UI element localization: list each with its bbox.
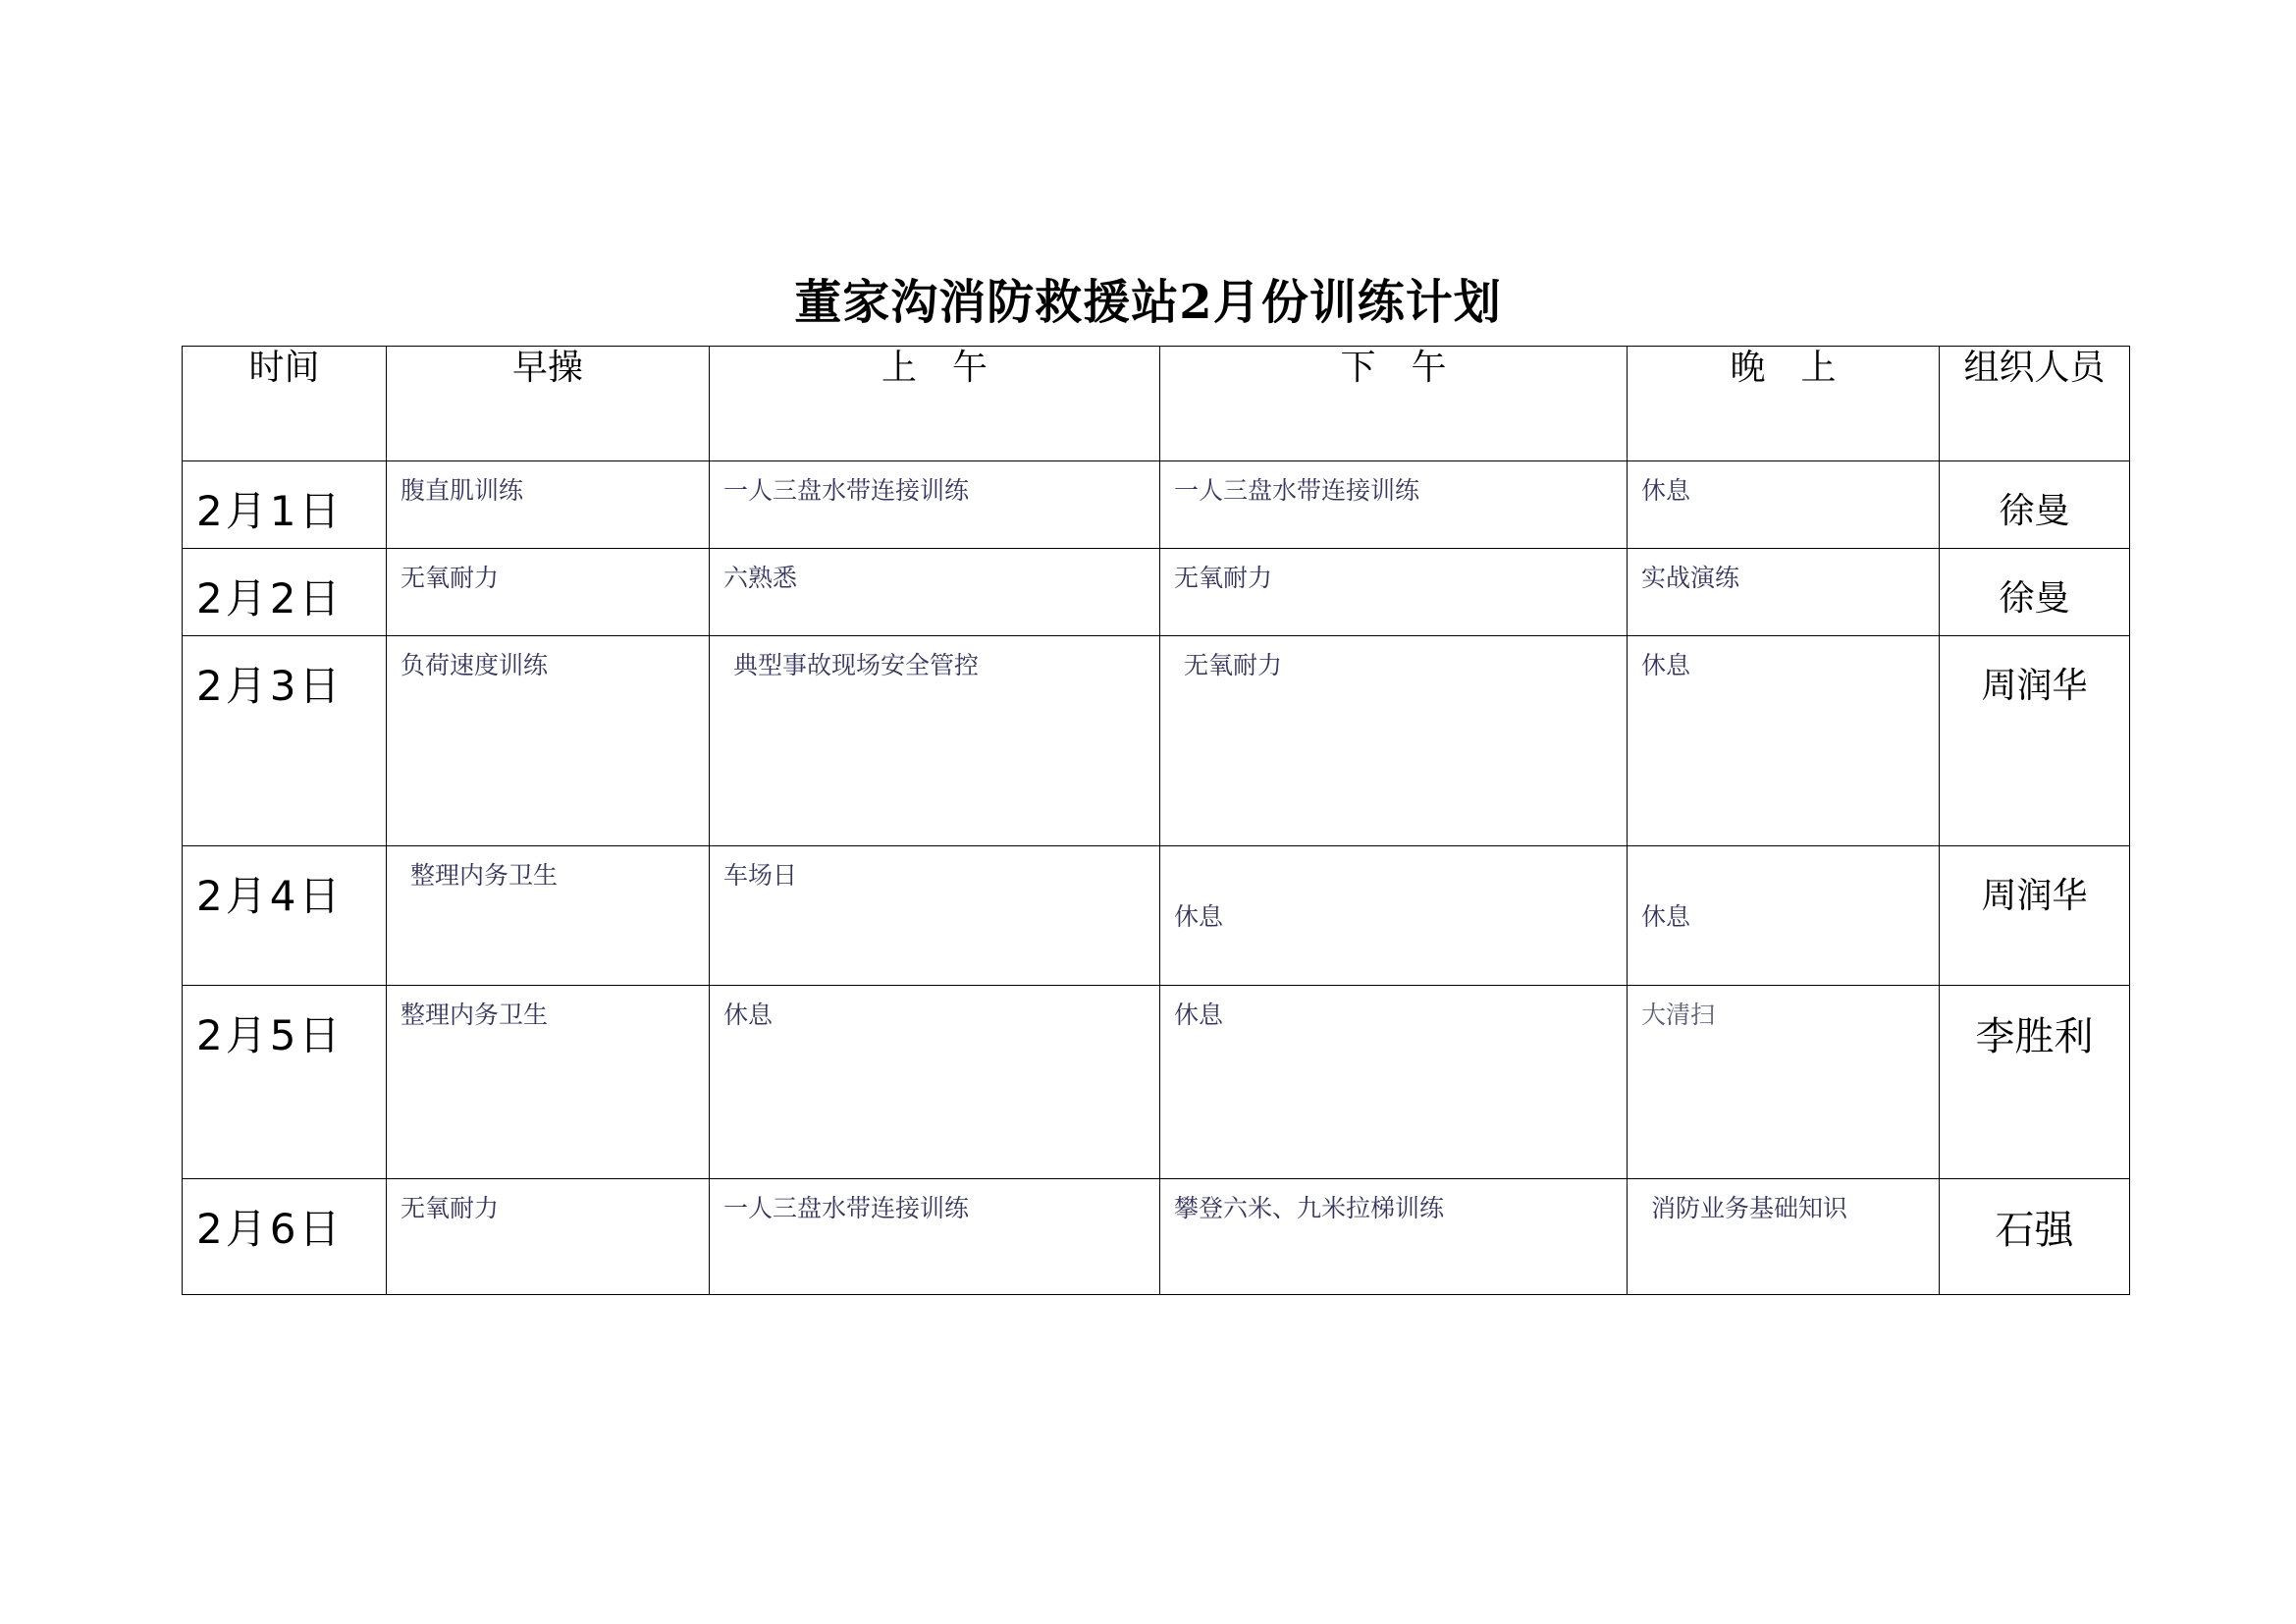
organizer-cell: 徐曼	[1940, 461, 2130, 549]
afternoon-cell: 休息	[1160, 986, 1628, 1179]
morning-cell: 一人三盘水带连接训练	[710, 461, 1160, 549]
afternoon-cell: 无氧耐力	[1160, 549, 1628, 636]
morning-exercise-cell: 整理内务卫生	[387, 846, 710, 986]
date-cell: 2月1日	[183, 461, 387, 549]
morning-cell: 一人三盘水带连接训练	[710, 1179, 1160, 1295]
header-afternoon: 下 午	[1160, 347, 1628, 461]
table-row	[183, 846, 2130, 986]
evening-cell: 消防业务基础知识	[1628, 1179, 1940, 1295]
afternoon-cell: 一人三盘水带连接训练	[1160, 461, 1628, 549]
header-organizer: 组织人员	[1940, 347, 2130, 461]
date-cell: 2月3日	[183, 636, 387, 846]
page-title: 董家沟消防救援站2月份训练计划	[794, 275, 1502, 330]
organizer-cell: 徐曼	[1940, 549, 2130, 636]
training-plan-table	[182, 346, 2130, 1295]
table-row	[183, 636, 2130, 846]
table-row	[183, 549, 2130, 636]
evening-cell: 休息	[1628, 461, 1940, 549]
organizer-cell: 周润华	[1940, 846, 2130, 986]
morning-exercise-cell: 无氧耐力	[387, 1179, 710, 1295]
table-header-row	[183, 347, 2130, 461]
afternoon-cell: 无氧耐力	[1160, 636, 1628, 846]
afternoon-cell: 休息	[1160, 846, 1628, 986]
morning-exercise-cell: 无氧耐力	[387, 549, 710, 636]
organizer-cell: 周润华	[1940, 636, 2130, 846]
date-cell: 2月6日	[183, 1179, 387, 1295]
morning-cell: 典型事故现场安全管控	[710, 636, 1160, 846]
evening-cell: 休息	[1628, 636, 1940, 846]
header-evening: 晚 上	[1628, 347, 1940, 461]
morning-cell: 车场日	[710, 846, 1160, 986]
header-time: 时间	[183, 347, 387, 461]
date-cell: 2月2日	[183, 549, 387, 636]
organizer-cell: 李胜利	[1940, 986, 2130, 1179]
afternoon-cell: 攀登六米、九米拉梯训练	[1160, 1179, 1628, 1295]
header-morning: 上 午	[710, 347, 1160, 461]
evening-cell: 实战演练	[1628, 549, 1940, 636]
table-row	[183, 1179, 2130, 1295]
organizer-cell: 石强	[1940, 1179, 2130, 1295]
table-row	[183, 986, 2130, 1179]
morning-cell: 六熟悉	[710, 549, 1160, 636]
evening-cell: 大清扫	[1628, 986, 1940, 1179]
morning-exercise-cell: 负荷速度训练	[387, 636, 710, 846]
morning-exercise-cell: 腹直肌训练	[387, 461, 710, 549]
header-morning-exercise: 早操	[387, 347, 710, 461]
evening-cell: 休息	[1628, 846, 1940, 986]
morning-exercise-cell: 整理内务卫生	[387, 986, 710, 1179]
date-cell: 2月4日	[183, 846, 387, 986]
morning-cell: 休息	[710, 986, 1160, 1179]
date-cell: 2月5日	[183, 986, 387, 1179]
table-row	[183, 461, 2130, 549]
